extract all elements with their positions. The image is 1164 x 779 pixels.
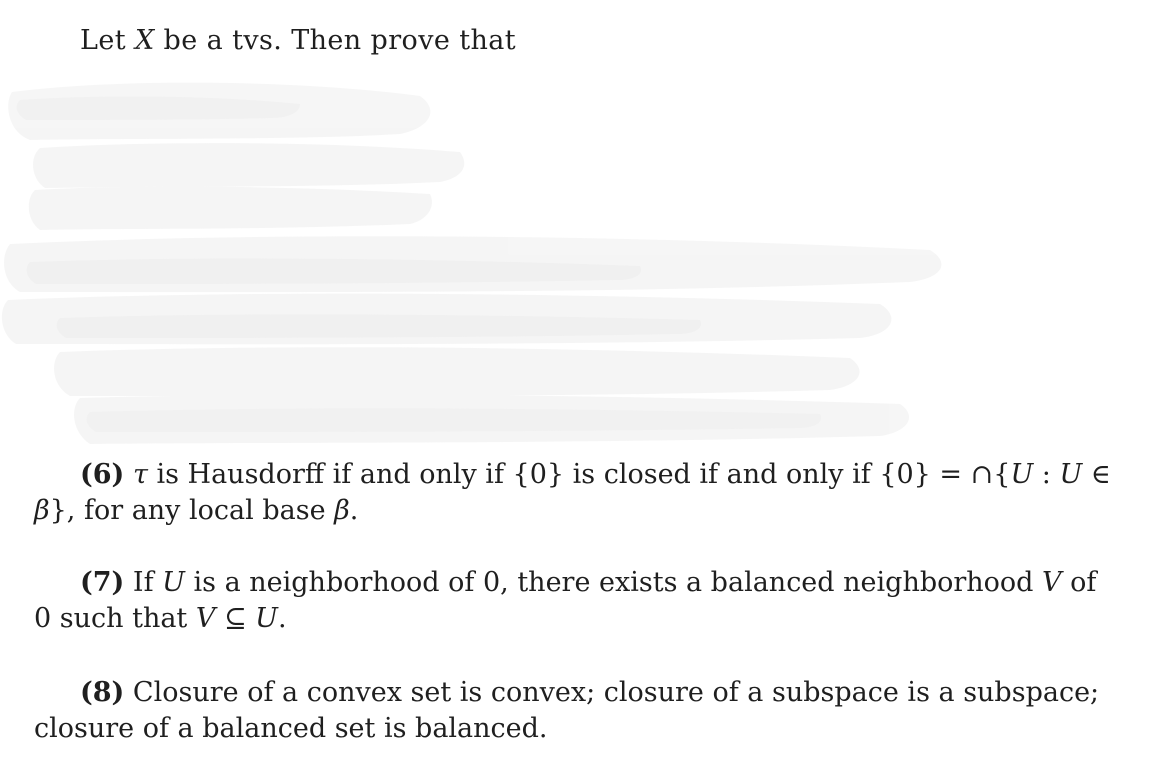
period: .	[349, 495, 359, 526]
item-7-line-1	[80, 566, 1096, 600]
item-8-number: (8)	[80, 677, 125, 708]
item-7-text-start: If	[124, 567, 163, 598]
item-6-line-2	[34, 494, 358, 528]
intro-text-start: Let	[80, 25, 135, 56]
element-of-symbol: ∈	[1082, 459, 1111, 490]
item-6-text: is Hausdorff if and only if {0} is closed if and only if {0} = ∩{	[147, 459, 1011, 490]
item-7-text-cont: 0 such that	[34, 603, 196, 634]
intro-variable: X	[134, 25, 155, 56]
variable-u: U	[162, 567, 185, 598]
variable-u: U	[1010, 459, 1034, 490]
item-8-line-1	[80, 676, 1099, 710]
tau-symbol: τ	[132, 459, 148, 490]
item-6-line-1	[80, 458, 1111, 492]
item-7-line-2	[34, 602, 287, 636]
item-6-number: (6)	[80, 459, 125, 490]
intro-text-end: be a tvs. Then prove that	[154, 25, 517, 56]
variable-u: U	[1059, 459, 1083, 490]
intro-sentence	[80, 24, 516, 58]
variable-u: U	[255, 603, 278, 634]
variable-v: V	[1042, 567, 1062, 598]
item-7-text-end: of	[1061, 567, 1097, 598]
beta-symbol: β	[334, 495, 350, 526]
colon-text: :	[1033, 459, 1060, 490]
period: .	[277, 603, 287, 634]
item-6-text-cont: }, for any local base	[49, 495, 335, 526]
item-7-number: (7)	[80, 567, 125, 598]
item-8-text-cont: closure of a balanced set is balanced.	[34, 713, 548, 744]
subset-symbol: ⊆	[215, 603, 256, 634]
item-7-text: is a neighborhood of 0, there exists a balanced neighborhood	[184, 567, 1043, 598]
beta-symbol: β	[34, 495, 50, 526]
variable-v: V	[195, 603, 216, 634]
item-8-line-2	[34, 712, 548, 746]
item-8-text: Closure of a convex set is convex; closure of a subspace is a subspace;	[124, 677, 1100, 708]
